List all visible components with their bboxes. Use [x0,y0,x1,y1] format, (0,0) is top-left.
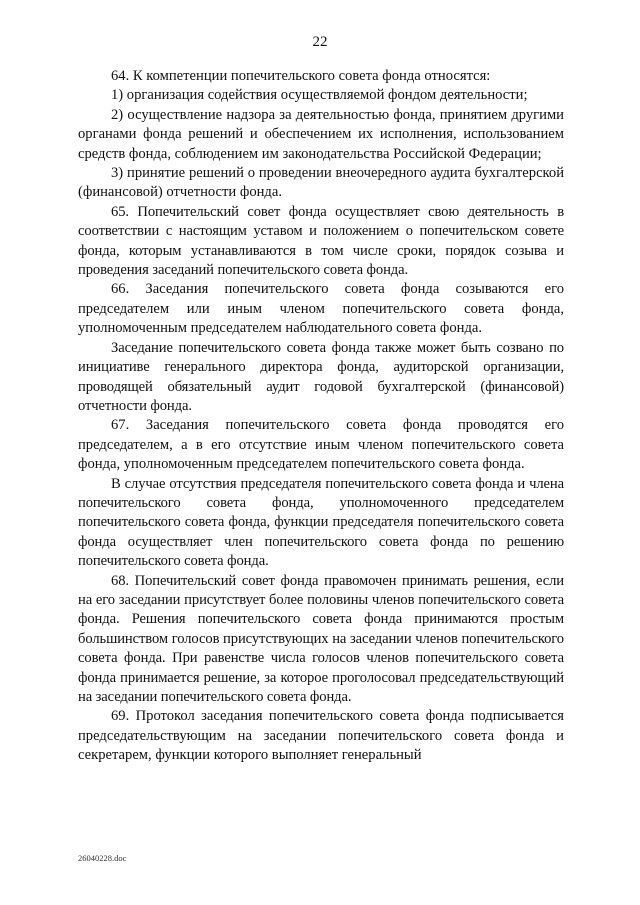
paragraph-66: 66. Заседания попечительского совета фонда созываются его председателем или иным членом попечительского совета фонда, уполномоченным председателем наблюдательного совета фонда. [78,281,564,337]
paragraph-64-item-3: 3) принятие решений о проведении внеочередного аудита бухгалтерской (финансовой) отчетности фонда. [78,165,564,201]
paragraph-64-item-1: 1) организация содействия осуществляемой фондом деятельности; [111,87,528,104]
paragraph-64-item-2: 2) осуществление надзора за деятельностью фонда, принятием другими органами фонда решений и обеспечением их исполнения, использованием средств фонда, соблюдением им законодательства Российской Федерации; [78,106,564,162]
paragraph-65: 65. Попечительский совет фонда осуществляет свою деятельность в соответствии с настоящим уставом и положением о попечительском совете фонда, которым устанавливаются в том числе сроки, порядок созыва и проведения заседаний попечительского совета фонда. [78,203,564,279]
document-body [78,67,564,766]
paragraph-67: 67. Заседания попечительского совета фонда проводятся его председателем, а в его отсутствие иным членом попечительского совета фонда, уполномоченным председателем попечительского совета фонда. [78,417,564,473]
paragraph-66-continued: Заседание попечительского совета фонда также может быть созвано по инициативе генерального директора фонда, аудиторской организации, проводящей обязательный аудит годовой бухгалтерской (финансовой) отчетности фонда. [78,339,564,414]
page-number: 22 [312,34,328,50]
paragraph-64-heading: 64. К компетенции попечительского совета фонда относятся: [111,68,491,84]
paragraph-67-continued: В случае отсутствия председателя попечительского совета фонда и члена попечительского совета фонда, уполномоченного председателем попечительского совета фонда, функции председателя попечительского совета фонда осуществляет член попечительского совета фонда по решению попечительского совета фонда. [78,475,564,570]
paragraph-68: 68. Попечительский совет фонда правомочен принимать решения, если на его заседании присутствует более половины членов попечительского совета фонда. Решения попечительского совета фонда принимаются простым большинством голосов присутствующих на заседании членов попечительского совета фонда. При равенстве числа голосов членов попечительского совета фонда принимается решение, за которое проголосовал председательствующий на заседании попечительского совета фонда. [78,572,564,705]
footer-file-code: 26040228.doc [78,853,127,863]
paragraph-69: 69. Протокол заседания попечительского совета фонда подписывается председательствующим на заседании попечительского совета фонда и секретарем, функции которого выполняет генеральный [78,708,564,764]
